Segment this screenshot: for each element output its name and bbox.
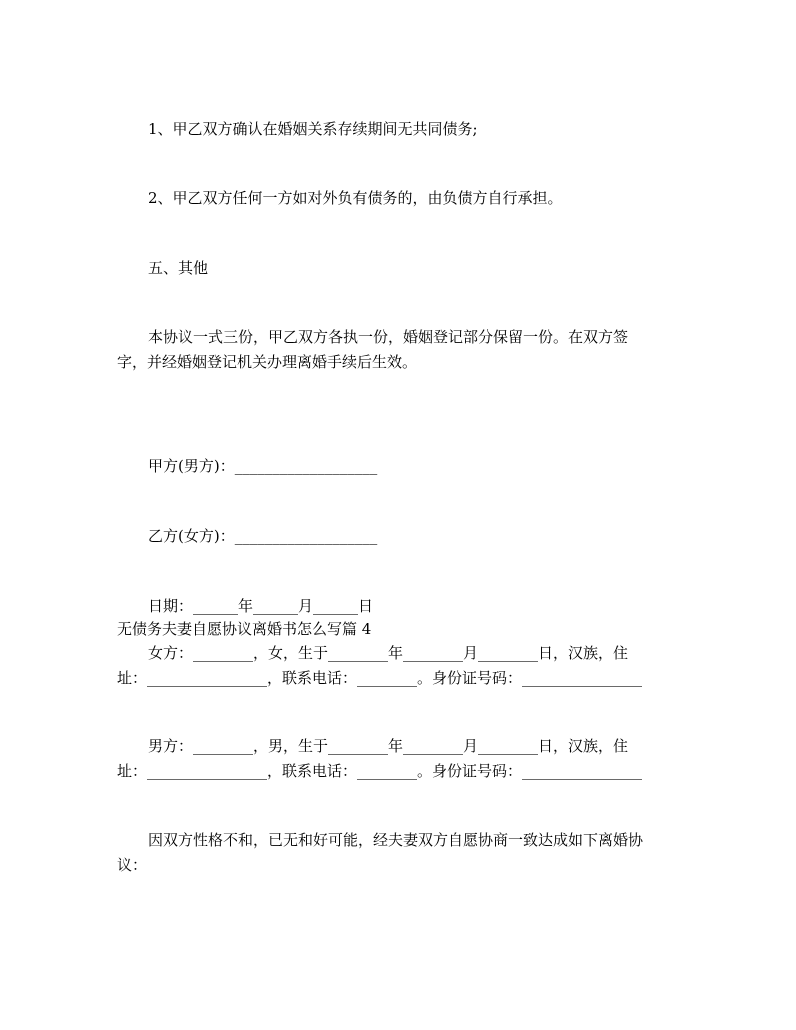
party-b-signature-line: 乙方(女方)：___________________ (148, 527, 378, 545)
debt-clause-2: 2、甲乙双方任何一方如对外负有债务的，由负债方自行承担。 (148, 189, 563, 207)
male-party-line-1: 男方：________，男，生于________年________月________日，汉族，住 (148, 737, 629, 755)
section-heading-other: 五、其他 (148, 259, 209, 277)
female-party-line-2: 址：________________，联系电话：________。身份证号码：________________ (117, 669, 643, 687)
female-party-line-1: 女方：________，女，生于________年________月________日，汉族，住 (148, 644, 629, 662)
other-paragraph-line-1: 本协议一式三份，甲乙双方各执一份，婚姻登记部分保留一份。在双方签 (148, 328, 629, 346)
debt-clause-1: 1、甲乙双方确认在婚姻关系存续期间无共同债务; (148, 120, 478, 138)
intro-paragraph-line-2: 议： (117, 856, 148, 874)
date-line: 日期：______年______月______日 (148, 597, 374, 615)
other-paragraph-line-2: 字，并经婚姻登记机关办理离婚手续后生效。 (117, 353, 418, 371)
article-title: 无债务夫妻自愿协议离婚书怎么写篇 4 (117, 620, 372, 638)
party-a-signature-line: 甲方(男方)：___________________ (148, 457, 378, 475)
intro-paragraph-line-1: 因双方性格不和，已无和好可能，经夫妻双方自愿协商一致达成如下离婚协 (148, 831, 644, 849)
male-party-line-2: 址：________________，联系电话：________。身份证号码：________________ (117, 762, 643, 780)
